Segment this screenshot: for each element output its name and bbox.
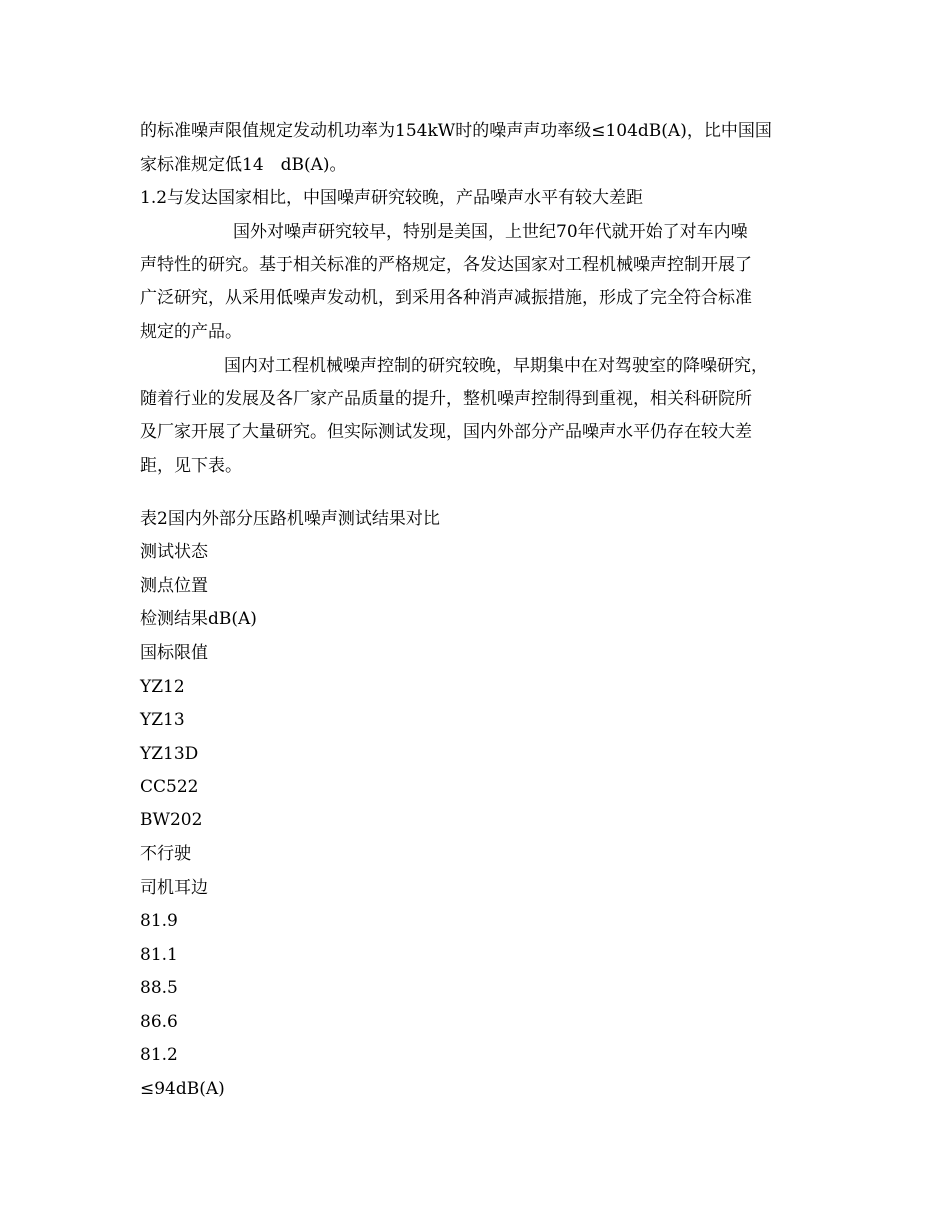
table-model-yz13d: YZ13D bbox=[140, 744, 199, 764]
table-header-state: 测试状态 bbox=[140, 542, 208, 562]
table-header-position: 测点位置 bbox=[140, 576, 208, 596]
table-cell-state: 不行驶 bbox=[140, 844, 191, 864]
paragraph-3-line-2: 随着行业的发展及各厂家产品质量的提升，整机噪声控制得到重视，相关科研院所 bbox=[140, 389, 752, 409]
table-cell-result-yz12: 81.9 bbox=[140, 911, 178, 931]
table-header-limit: 国标限值 bbox=[140, 643, 208, 663]
table-model-cc522: CC522 bbox=[140, 777, 199, 797]
table-model-bw202: BW202 bbox=[140, 810, 203, 830]
table-cell-result-cc522: 86.6 bbox=[140, 1012, 178, 1032]
paragraph-3-line-1: 国内对工程机械噪声控制的研究较晚，早期集中在对驾驶室的降噪研究， bbox=[224, 356, 768, 376]
table-caption: 表2国内外部分压路机噪声测试结果对比 bbox=[140, 509, 440, 529]
paragraph-3-line-3: 及厂家开展了大量研究。但实际测试发现，国内外部分产品噪声水平仍存在较大差 bbox=[140, 422, 752, 442]
table-cell-result-bw202: 81.2 bbox=[140, 1045, 178, 1065]
table-model-yz12: YZ12 bbox=[140, 677, 185, 697]
table-model-yz13: YZ13 bbox=[140, 710, 185, 730]
table-cell-position: 司机耳边 bbox=[140, 878, 208, 898]
paragraph-2-line-2: 声特性的研究。基于相关标准的严格规定，各发达国家对工程机械噪声控制开展了 bbox=[140, 255, 752, 275]
table-cell-result-yz13d: 88.5 bbox=[140, 978, 178, 998]
paragraph-2-line-3: 广泛研究，从采用低噪声发动机，到采用各种消声减振措施，形成了完全符合标准 bbox=[140, 288, 752, 308]
paragraph-2-line-4: 规定的产品。 bbox=[140, 322, 242, 342]
paragraph-1-line-2: 家标准规定低14 dB(A)。 bbox=[140, 155, 347, 175]
table-cell-result-yz13: 81.1 bbox=[140, 945, 178, 965]
paragraph-3-line-4: 距，见下表。 bbox=[140, 456, 242, 476]
paragraph-2-line-1: 国外对噪声研究较早，特别是美国，上世纪70年代就开始了对车内噪 bbox=[233, 222, 748, 242]
table-header-result: 检测结果dB(A) bbox=[140, 609, 257, 629]
section-heading: 1.2与发达国家相比，中国噪声研究较晚，产品噪声水平有较大差距 bbox=[140, 188, 644, 208]
table-cell-limit: ≤94dB(A) bbox=[140, 1079, 225, 1099]
paragraph-1-line-1: 的标准噪声限值规定发动机功率为154kW时的噪声声功率级≤104dB(A)，比中国国 bbox=[140, 121, 772, 141]
